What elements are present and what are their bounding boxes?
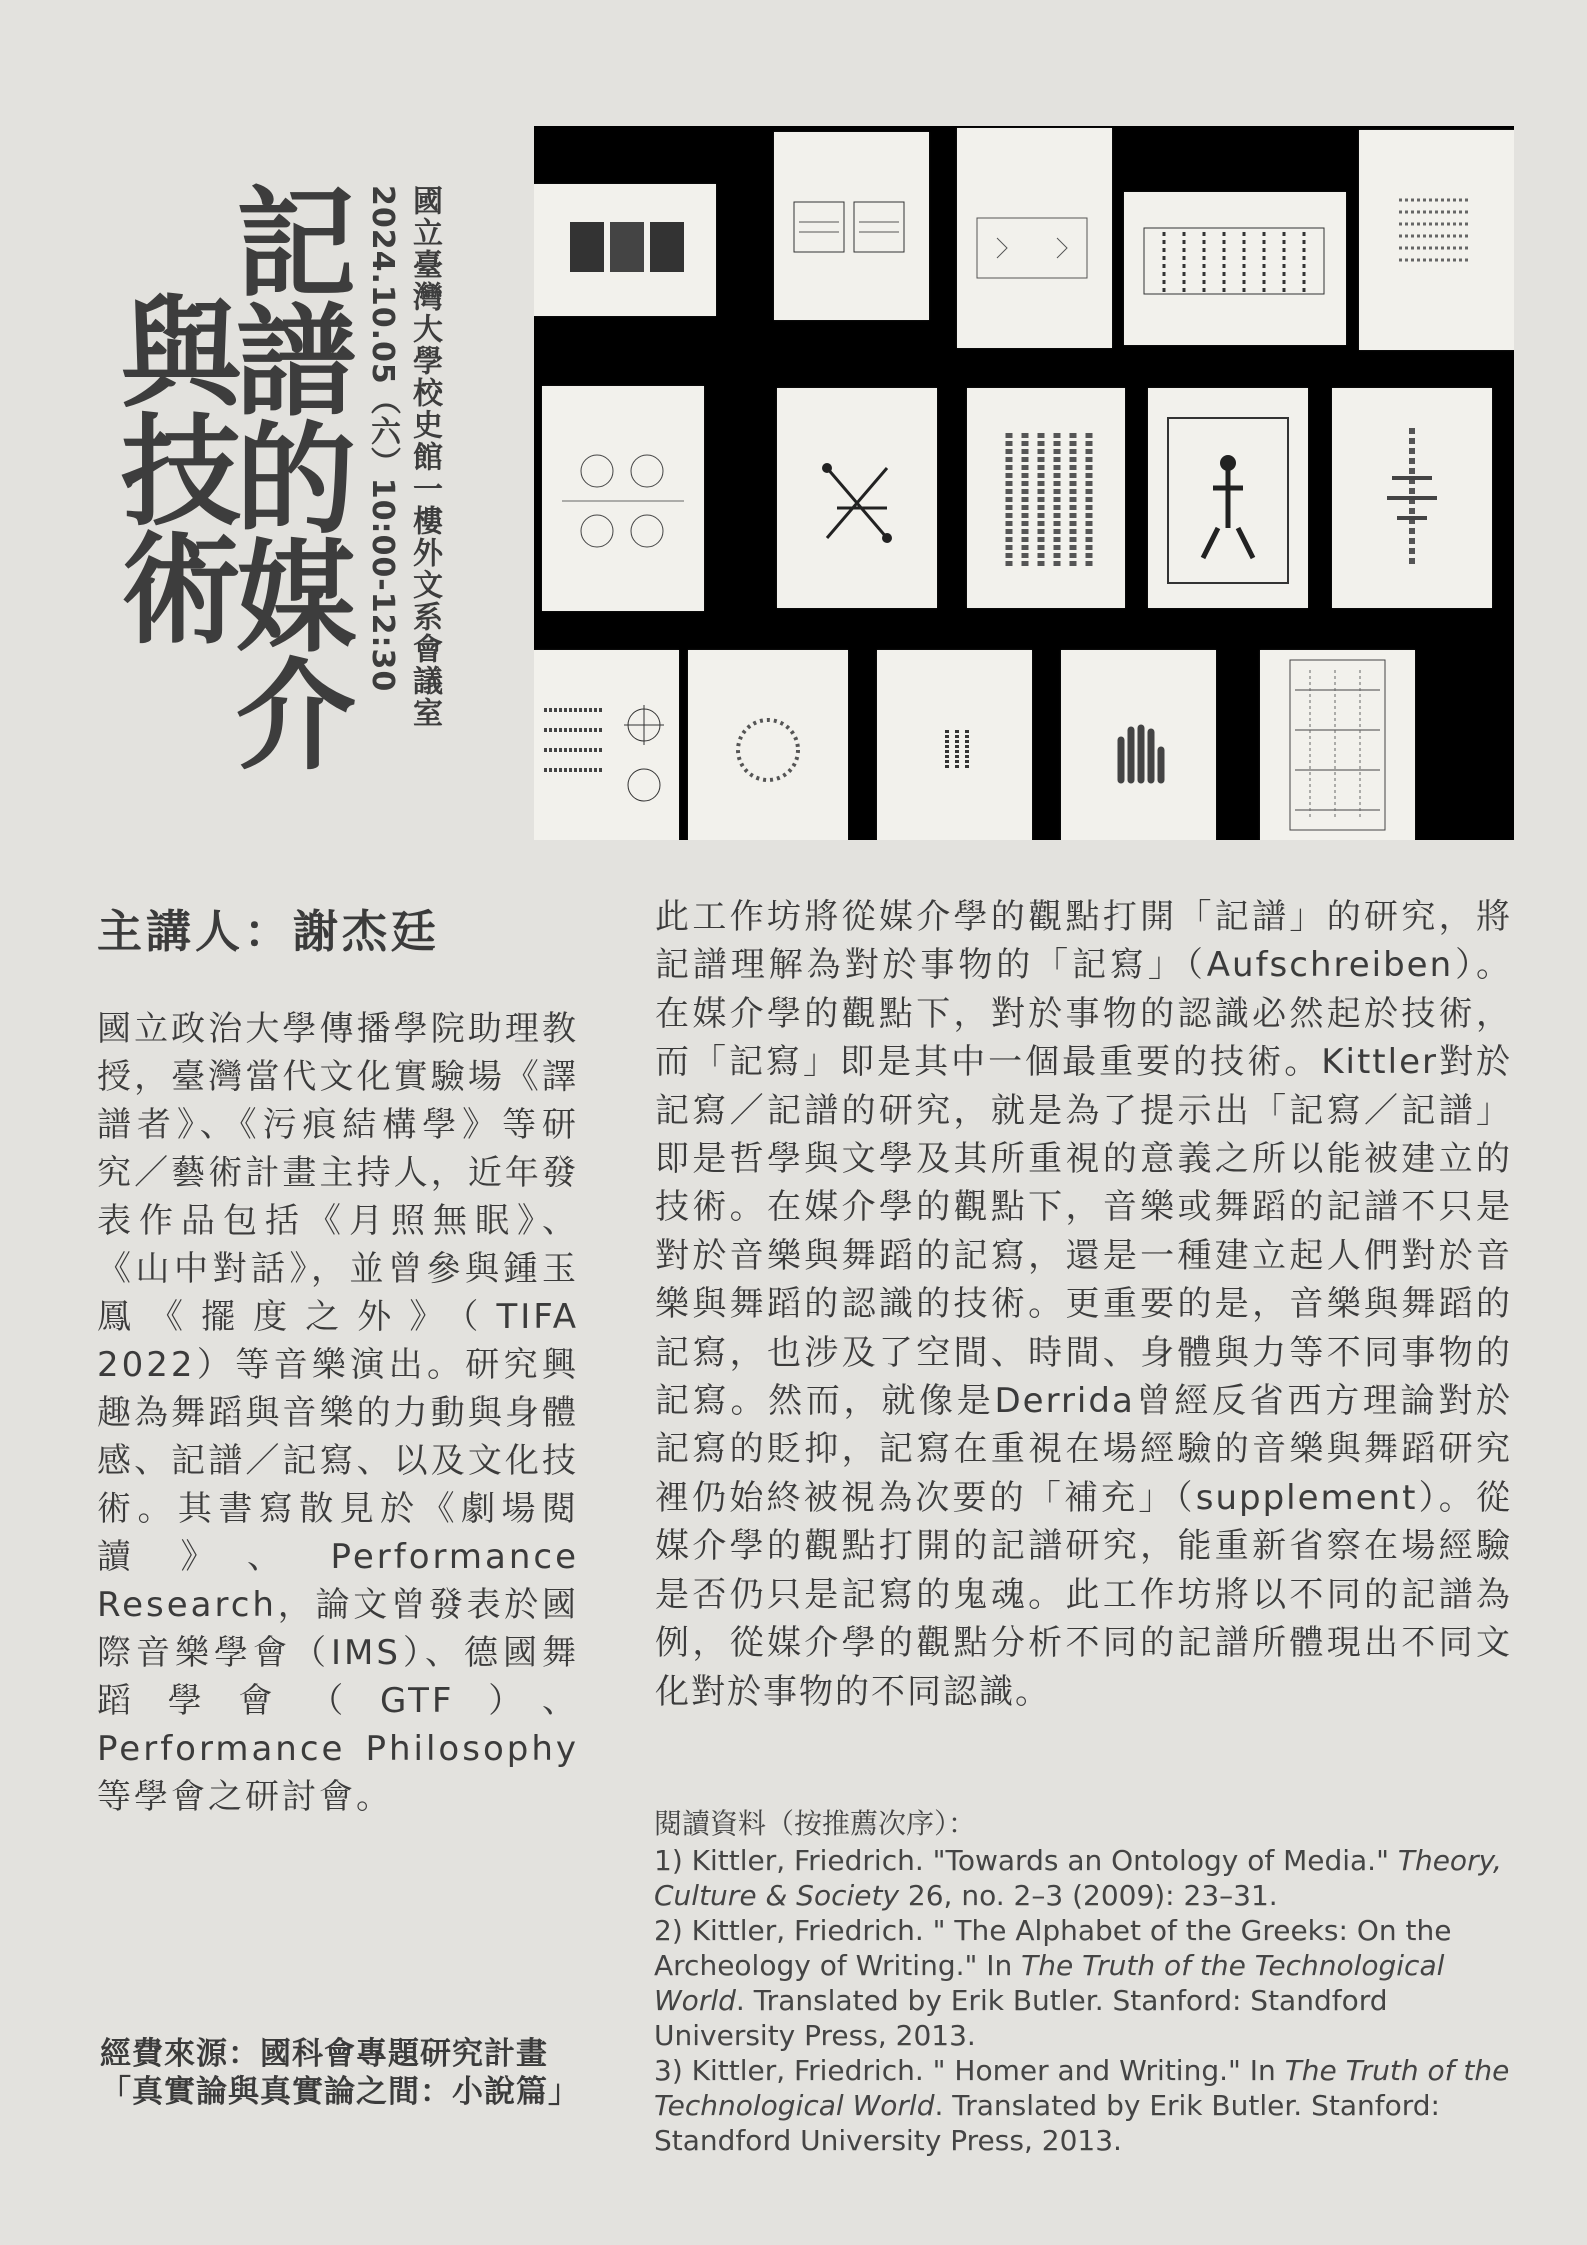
sheet-image	[542, 386, 704, 611]
sheet-image	[1332, 388, 1492, 608]
speaker-heading: 主講人：謝杰廷	[97, 905, 441, 958]
notation-sheets-photo	[534, 126, 1514, 840]
sheet-image	[777, 388, 937, 608]
funding-source: 經費來源：國科會專題研究計畫「真實論與真實論之間：小說篇」	[100, 2036, 580, 2110]
sheet-image	[1260, 650, 1415, 840]
sheet-image	[1061, 650, 1216, 840]
sheet-image	[774, 132, 929, 320]
workshop-abstract: 此工作坊將從媒介學的觀點打開「記譜」的研究，將記譜理解為對於事物的「記寫」（Aufschreiben）。在媒介學的觀點下，對於事物的認識必然起於技術，而「記寫」即是其中一個最重要的技術。Kittler對於記寫／記譜的研究，就是為了提示出「記寫／記譜」即是哲學與文學及其所重視的意義之所以能被建立的技術。在媒介學的觀點下，音樂或舞蹈的記譜不只是對於音樂與舞蹈的記寫，還是一種建立起人們對於音樂與舞蹈的認識的技術。更重要的是，音樂與舞蹈的記寫，也涉及了空間、時間、身體與力等不同事物的記寫。然而，就像是Derrida曾經反省西方理論對於記寫的貶抑，記寫在重視在場經驗的音樂與舞蹈研究裡仍始終被視為次要的「補充」（supplement）。從媒介學的觀點打開的記譜研究，能重新省察在場經驗是否仍只是記寫的鬼魂。此工作坊將以不同的記譜為例，從媒介學的觀點分析不同的記譜所體現出不同文化對於事物的不同認識。	[655, 897, 1512, 1712]
reading-item-3: 3) Kittler, Friedrich. " Homer and Writing." In The Truth of the Technological World. Translated by Erik Butler. Stanford: Standford University Press, 2013.	[654, 2054, 1510, 2157]
sheet-image	[534, 184, 716, 316]
reading-item-1: 1) Kittler, Friedrich. "Towards an Ontology of Media." Theory, Culture & Society 26, no. 2–3 (2009): 23–31.	[654, 1844, 1502, 1912]
title-line1: 記譜的媒介	[216, 180, 355, 770]
speaker-bio: 國立政治大學傳播學院助理教授，臺灣當代文化實驗場《譯譜者》、《污痕結構學》等研究／藝術計畫主持人，近年發表作品包括《月照無眠》、《山中對話》，並曾參與鍾玉鳳《擺度之外》（TIFA 2022）等音樂演出。研究興趣為舞蹈與音樂的力動與身體感、記譜／記寫、以及文化技術。其書寫散見於《劇場閱讀》、Performance Research，論文曾發表於國際音樂學會（IMS）、德國舞蹈學會（GTF）、Performance Philosophy 等學會之研討會。	[97, 1009, 579, 1817]
event-venue: 國立臺灣大學校史館一樓外文系會議室	[407, 185, 442, 729]
title-line2: 與技術	[101, 290, 240, 644]
event-datetime: 2024.10.05（六）10:00-12:30	[365, 185, 400, 693]
sheet-image	[877, 650, 1032, 840]
reading-heading: 閱讀資料（按推薦次序）：	[654, 1807, 977, 1840]
sheet-image	[957, 128, 1112, 348]
reading-list	[654, 1806, 1524, 2158]
sheet-image	[1124, 192, 1346, 345]
sheet-image	[534, 650, 679, 840]
sheet-image	[1359, 130, 1514, 350]
sheet-image	[1148, 388, 1308, 608]
sheet-image	[688, 650, 848, 840]
reading-item-2: 2) Kittler, Friedrich. " The Alphabet of the Greeks: On the Archeology of Writing." In The Truth of the Technological World. Translated by Erik Butler. Stanford: Standford University Press, 2013.	[654, 1914, 1452, 2052]
sheet-image	[967, 388, 1125, 608]
